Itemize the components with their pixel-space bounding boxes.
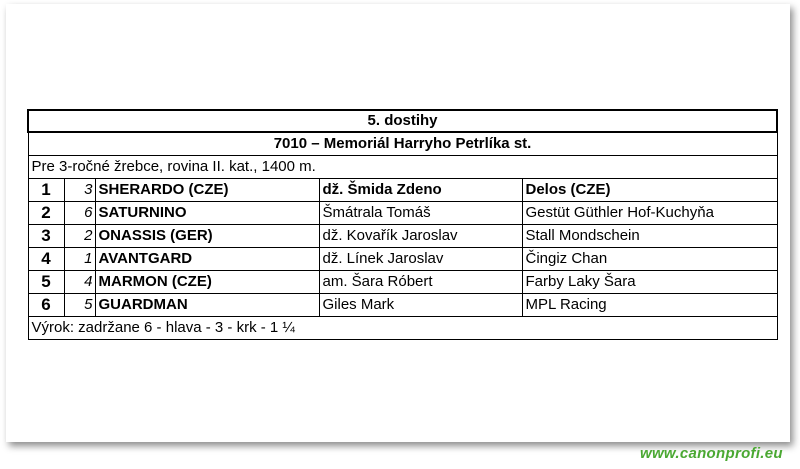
finish-position: 4 [28, 248, 64, 271]
watermark-text: www.canonprofi.eu [640, 445, 783, 462]
race-number-row [28, 110, 777, 132]
jockey-name: dž. Kovařík Jaroslav [319, 225, 522, 248]
jockey-name: Giles Mark [319, 294, 522, 317]
owner-name: Čingiz Chan [522, 248, 777, 271]
finish-position: 6 [28, 294, 64, 317]
owner-name: MPL Racing [522, 294, 777, 317]
jockey-name: dž. Línek Jaroslav [319, 248, 522, 271]
result-row [28, 294, 777, 317]
horse-name: SATURNINO [95, 202, 319, 225]
finish-position: 2 [28, 202, 64, 225]
owner-name: Farby Laky Šara [522, 271, 777, 294]
owner-name: Gestüt Güthler Hof-Kuchyňa [522, 202, 777, 225]
result-row [28, 202, 777, 225]
horse-name: ONASSIS (GER) [95, 225, 319, 248]
race-verdict: Výrok: zadržane 6 - hlava - 3 - krk - 1 ¼ [28, 317, 777, 340]
finish-position: 1 [28, 179, 64, 202]
result-row [28, 179, 777, 202]
horse-name: SHERARDO (CZE) [95, 179, 319, 202]
finish-position: 5 [28, 271, 64, 294]
race-name-row [28, 132, 777, 156]
race-results-body [28, 110, 777, 340]
jockey-name: dž. Šmida Zdeno [319, 179, 522, 202]
start-number: 5 [64, 294, 95, 317]
result-row [28, 271, 777, 294]
jockey-name: Šmátrala Tomáš [319, 202, 522, 225]
owner-name: Stall Mondschein [522, 225, 777, 248]
start-number: 2 [64, 225, 95, 248]
result-row [28, 225, 777, 248]
race-conditions-row [28, 156, 777, 179]
start-number: 4 [64, 271, 95, 294]
result-row [28, 248, 777, 271]
race-number-title: 5. dostihy [28, 110, 777, 132]
start-number: 3 [64, 179, 95, 202]
start-number: 6 [64, 202, 95, 225]
jockey-name: am. Šara Róbert [319, 271, 522, 294]
verdict-row [28, 317, 777, 340]
horse-name: MARMON (CZE) [95, 271, 319, 294]
horse-name: AVANTGARD [95, 248, 319, 271]
start-number: 1 [64, 248, 95, 271]
race-name-title: 7010 – Memoriál Harryho Petrlíka st. [28, 132, 777, 156]
owner-name: Delos (CZE) [522, 179, 777, 202]
race-results-table [27, 109, 778, 340]
horse-name: GUARDMAN [95, 294, 319, 317]
finish-position: 3 [28, 225, 64, 248]
race-conditions: Pre 3-ročné žrebce, rovina II. kat., 1400 m. [28, 156, 777, 179]
